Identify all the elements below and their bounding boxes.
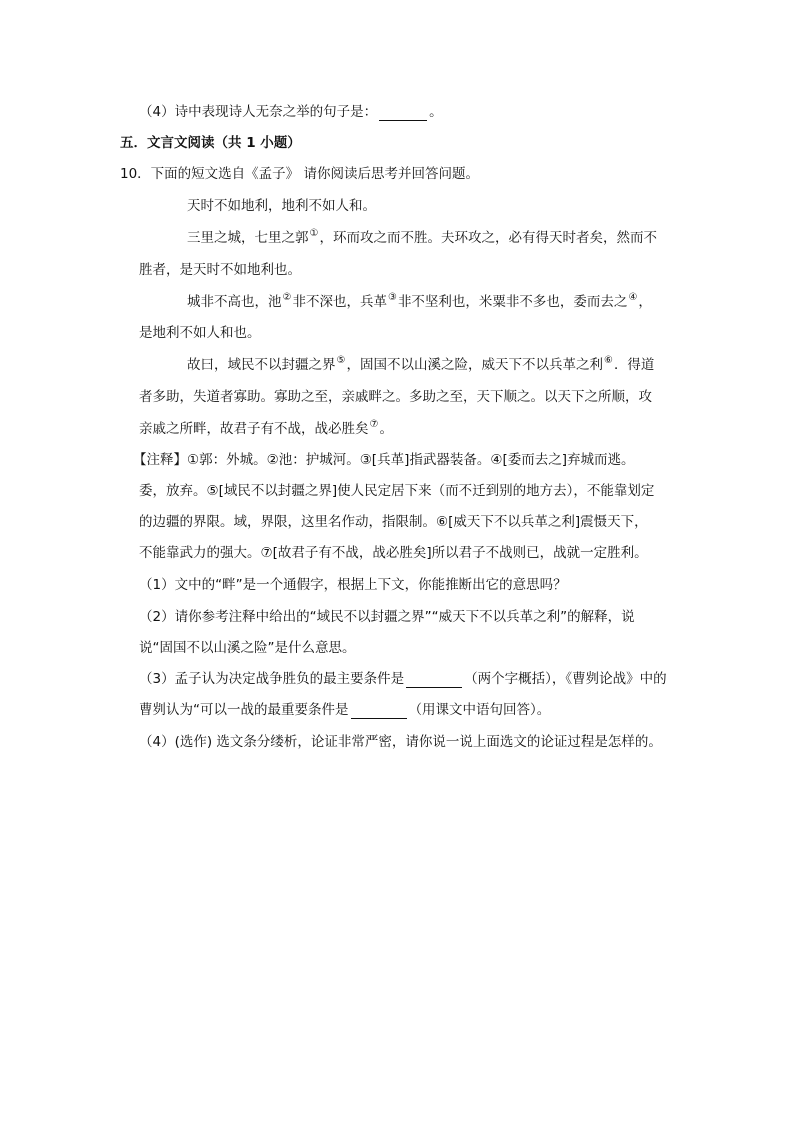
answer-blank[interactable] <box>351 704 407 719</box>
footnote-marker-1: ① <box>309 228 319 239</box>
sub-question-2-line-2: 说“固国不以山溪之险”是什么意思。 <box>139 640 356 656</box>
section-title: 五．文言文阅读（共 1 小题） <box>120 135 301 151</box>
question-text: 曹刿认为“可以一战的最重要条件是 <box>139 702 349 718</box>
answer-blank[interactable] <box>379 106 427 121</box>
footnote-marker-3: ③ <box>387 292 397 303</box>
passage-text: 城非不高也，池 <box>187 294 282 310</box>
footnote-marker-2: ② <box>282 292 292 303</box>
footnote-marker-7: ⑦ <box>369 419 379 430</box>
sub-question-2-line-1: （2）请你参考注释中给出的“域民不以封疆之界”“威天下不以兵革之利”的解释，说 <box>139 609 635 625</box>
footnote-marker-4: ④ <box>628 292 638 303</box>
sub-question-3-line-2 <box>139 701 550 719</box>
sub-question-3-line-1 <box>139 670 667 688</box>
passage-paragraph-1: 天时不如地利，地利不如人和。 <box>187 198 376 214</box>
question-text: （4）诗中表现诗人无奈之举的句子是： <box>139 104 378 120</box>
passage-text: 故曰，域民不以封疆之界 <box>187 357 336 373</box>
answer-blank[interactable] <box>406 673 462 688</box>
question-9-4 <box>139 103 443 121</box>
sub-question-1: （1）文中的“畔”是一个通假字，根据上下文，你能推断出它的意思吗？ <box>139 577 567 593</box>
question-text: （3）孟子认为决定战争胜负的最主要条件是 <box>139 671 405 687</box>
sub-question-4: （4）(选作) 选文条分缕析，论证非常严密，请你说一说上面选文的论证过程是怎样的。 <box>139 734 662 750</box>
annotation-line-2: 委，放弃。⑤[域民不以封疆之界]使人民定居下来（而不迁到别的地方去），不能靠划定 <box>139 483 655 499</box>
passage-text: ， <box>638 294 652 310</box>
passage-text: 。 <box>379 421 393 437</box>
question-10-intro: 10．下面的短文选自《孟子》 请你阅读后思考并回答问题。 <box>120 166 479 182</box>
passage-paragraph-2-line-2: 胜者，是天时不如地利也。 <box>139 262 301 278</box>
footnote-marker-6: ⑥ <box>603 355 613 366</box>
passage-paragraph-4-line-3 <box>139 420 393 438</box>
passage-paragraph-2-line-1 <box>187 229 657 247</box>
passage-paragraph-3-line-2: 是地利不如人和也。 <box>139 325 261 341</box>
annotation-line-1: 【注释】①郭：外城。②池：护城河。③[兵革]指武器装备。④[委而去之]弃城而逃。 <box>133 452 635 468</box>
question-text: （用课文中语句回答）。 <box>408 702 551 718</box>
passage-text: 非不深也，兵革 <box>292 294 387 310</box>
passage-paragraph-3-line-1 <box>187 293 652 311</box>
footnote-marker-5: ⑤ <box>336 355 346 366</box>
passage-paragraph-4-line-2: 者多助，失道者寡助。寡助之至，亲戚畔之。多助之至，天下顺之。以天下之所顺，攻 <box>139 389 652 405</box>
passage-text: ．得道 <box>613 357 655 373</box>
passage-text: 三里之城，七里之郭 <box>187 230 309 246</box>
passage-text: ，环而攻之而不胜。夫环攻之，必有得天时者矣，然而不 <box>319 230 657 246</box>
question-text: （两个字概括），《曹刿论战》中的 <box>464 671 667 687</box>
passage-text: 非不坚利也，米粟非不多也，委而去之 <box>397 294 628 310</box>
question-end: 。 <box>429 104 443 120</box>
annotation-line-3: 的边疆的界限。域，界限，这里名作动，指限制。⑥[威天下不以兵革之利]震慑天下， <box>139 514 648 530</box>
passage-text: ，固国不以山溪之险，威天下不以兵革之利 <box>346 357 603 373</box>
passage-paragraph-4-line-1 <box>187 356 654 374</box>
passage-text: 亲戚之所畔，故君子有不战，战必胜矣 <box>139 421 369 437</box>
annotation-line-4: 不能靠武力的强大。⑦[故君子有不战，战必胜矣]所以君子不战则已，战就一定胜利。 <box>139 545 648 561</box>
